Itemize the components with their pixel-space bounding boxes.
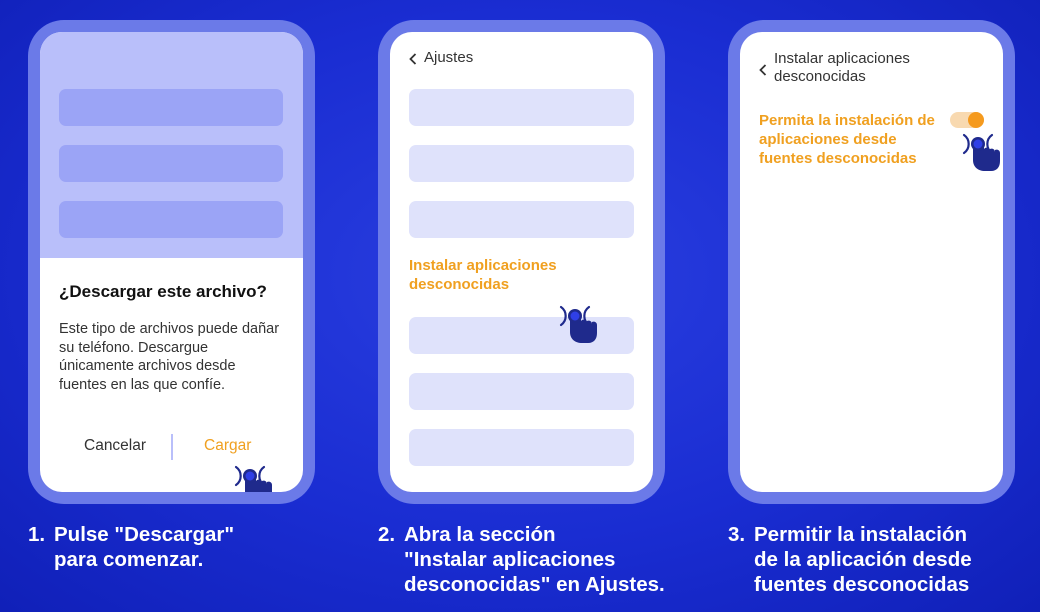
- tap-hand-icon: [555, 294, 601, 344]
- step-number: 3.: [728, 523, 746, 546]
- chevron-left-icon[interactable]: [409, 53, 417, 65]
- load-button[interactable]: Cargar: [204, 437, 252, 454]
- caption-line: Abra la sección: [404, 523, 556, 546]
- phone-screen-2: [390, 32, 653, 492]
- caption-line: fuentes desconocidas: [754, 573, 970, 596]
- permission-line: Permita la instalación de: [759, 112, 935, 129]
- phone-step-2: [378, 20, 665, 504]
- caption-line: Pulse "Descargar": [54, 523, 235, 546]
- caption-line: Permitir la instalación: [754, 523, 968, 546]
- caption-line: para comenzar.: [54, 548, 204, 571]
- phone-step-1: [28, 20, 315, 504]
- header-title-line: Instalar aplicaciones: [774, 50, 910, 67]
- permission-line: aplicaciones desde: [759, 131, 897, 148]
- header-title-line: desconocidas: [774, 68, 866, 85]
- step-number: 2.: [378, 523, 396, 546]
- install-unknown-apps-header[interactable]: [759, 50, 910, 86]
- placeholder-row: [59, 201, 283, 238]
- download-dialog-title: ¿Descargar este archivo?: [59, 282, 267, 301]
- placeholder-row: [59, 89, 283, 126]
- phone-screen-3: [740, 32, 1003, 492]
- settings-row[interactable]: [409, 145, 634, 182]
- settings-row[interactable]: [409, 429, 634, 466]
- settings-row[interactable]: [409, 201, 634, 238]
- settings-row[interactable]: [409, 89, 634, 126]
- allow-unknown-sources-label: [759, 111, 944, 168]
- install-unknown-apps-item[interactable]: [409, 256, 609, 294]
- tap-hand-icon: [230, 454, 276, 492]
- install-unknown-apps-label-line: desconocidas: [409, 276, 510, 293]
- phone-step-3: [728, 20, 1015, 504]
- tap-hand-icon: [958, 122, 1003, 172]
- settings-title: Ajustes: [424, 49, 474, 66]
- placeholder-row: [59, 145, 283, 182]
- phone-screen-1: [40, 32, 303, 492]
- install-unknown-apps-label-line: Instalar aplicaciones: [409, 257, 557, 274]
- background-app-area: [40, 32, 303, 258]
- caption-line: de la aplicación desde: [754, 548, 972, 571]
- settings-header[interactable]: [409, 49, 473, 67]
- chevron-left-icon[interactable]: [759, 64, 767, 76]
- permission-line: fuentes desconocidas: [759, 150, 917, 167]
- download-dialog-body: Este tipo de archivos puede dañar su teléfono. Descargue únicamente archivos desde fuentes en las que confíe.: [59, 321, 280, 393]
- button-divider: [171, 434, 173, 460]
- settings-row[interactable]: [409, 373, 634, 410]
- cancel-button[interactable]: Cancelar: [84, 437, 147, 454]
- caption-line: desconocidas" en Ajustes.: [404, 573, 665, 596]
- step-number: 1.: [28, 523, 46, 546]
- caption-line: "Instalar aplicaciones: [404, 548, 616, 571]
